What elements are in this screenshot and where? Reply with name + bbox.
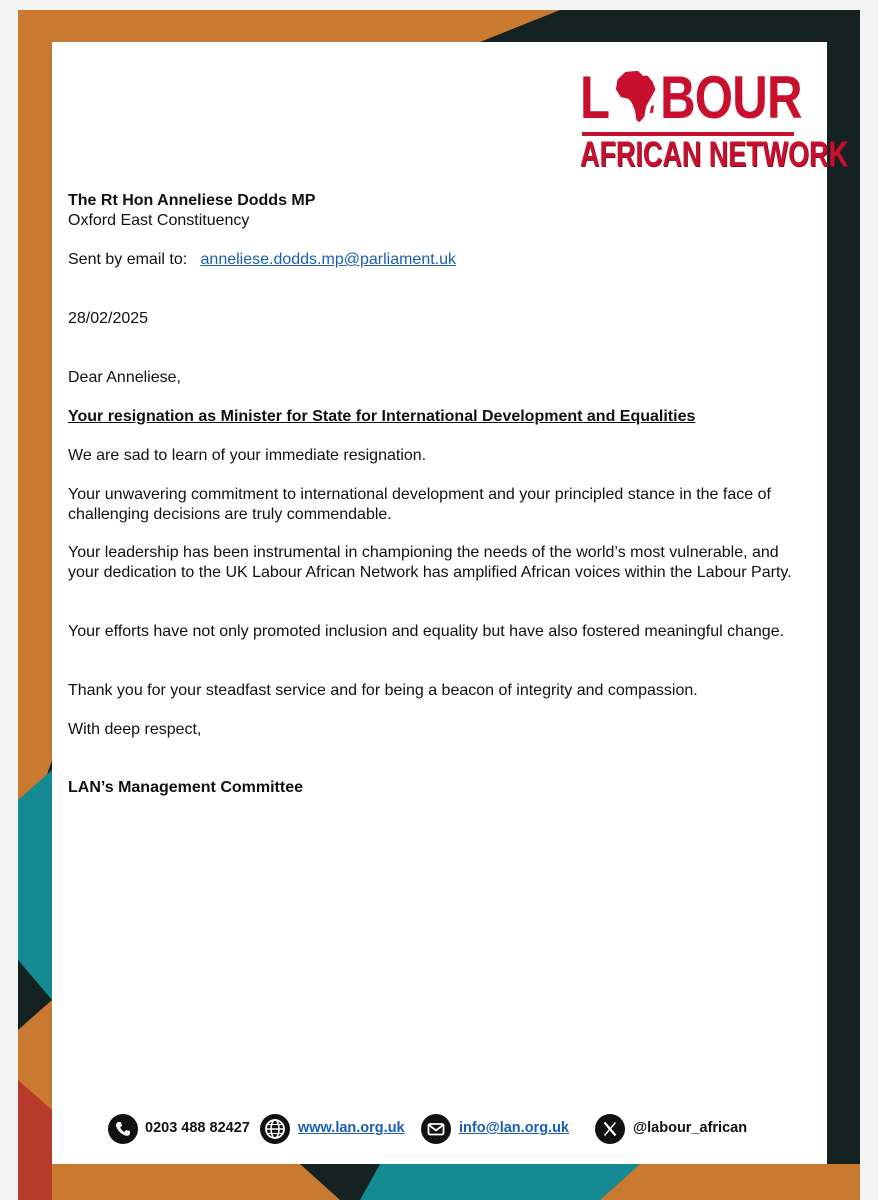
salutation: Dear Anneliese,: [68, 369, 181, 386]
logo-subtitle: AFRICAN NETWORK: [580, 135, 848, 174]
letter-subject: Your resignation as Minister for State for International Development and Equalities: [68, 408, 696, 425]
closing: With deep respect,: [68, 721, 202, 738]
body-paragraph: Your leadership has been instrumental in championing the needs of the world’s most vulnerable, and your dedication to the UK Labour African Network has amplified African voices within the Labour Party.: [68, 544, 792, 581]
globe-icon: [260, 1114, 290, 1144]
logo-letter-l: L: [580, 64, 610, 131]
footer-twitter-handle[interactable]: @labour_african: [633, 1120, 748, 1136]
logo-letters-bour: BOUR: [660, 64, 802, 131]
envelope-icon: [421, 1114, 451, 1144]
footer-email-link[interactable]: info@lan.org.uk: [459, 1120, 569, 1136]
recipient-email-link[interactable]: anneliese.dodds.mp@parliament.uk: [200, 251, 457, 268]
body-paragraph: We are sad to learn of your immediate resignation.: [68, 447, 427, 464]
x-logo-icon: [595, 1114, 625, 1144]
letter-date: 28/02/2025: [68, 310, 149, 327]
footer-phone: 0203 488 82427: [145, 1120, 250, 1136]
phone-icon: [108, 1114, 138, 1144]
sent-by-line: [68, 250, 456, 270]
body-paragraph: Thank you for your steadfast service and for being a beacon of integrity and compassion.: [68, 682, 698, 699]
signature: LAN’s Management Committee: [68, 779, 303, 796]
sent-by-label: Sent by email to:: [68, 251, 188, 268]
contact-footer: [108, 1114, 768, 1144]
footer-website-link[interactable]: www.lan.org.uk: [298, 1120, 405, 1136]
body-paragraph: Your unwavering commitment to international development and your principled stance in the face of challenging decisions are truly commendable.: [68, 486, 771, 523]
labour-african-network-logo: [580, 64, 848, 174]
recipient-constituency: Oxford East Constituency: [68, 212, 250, 229]
body-paragraph: Your efforts have not only promoted inclusion and equality but have also fostered meaningful change.: [68, 623, 785, 640]
recipient-name: The Rt Hon Anneliese Dodds MP: [68, 192, 316, 209]
africa-map-icon: [611, 68, 659, 126]
